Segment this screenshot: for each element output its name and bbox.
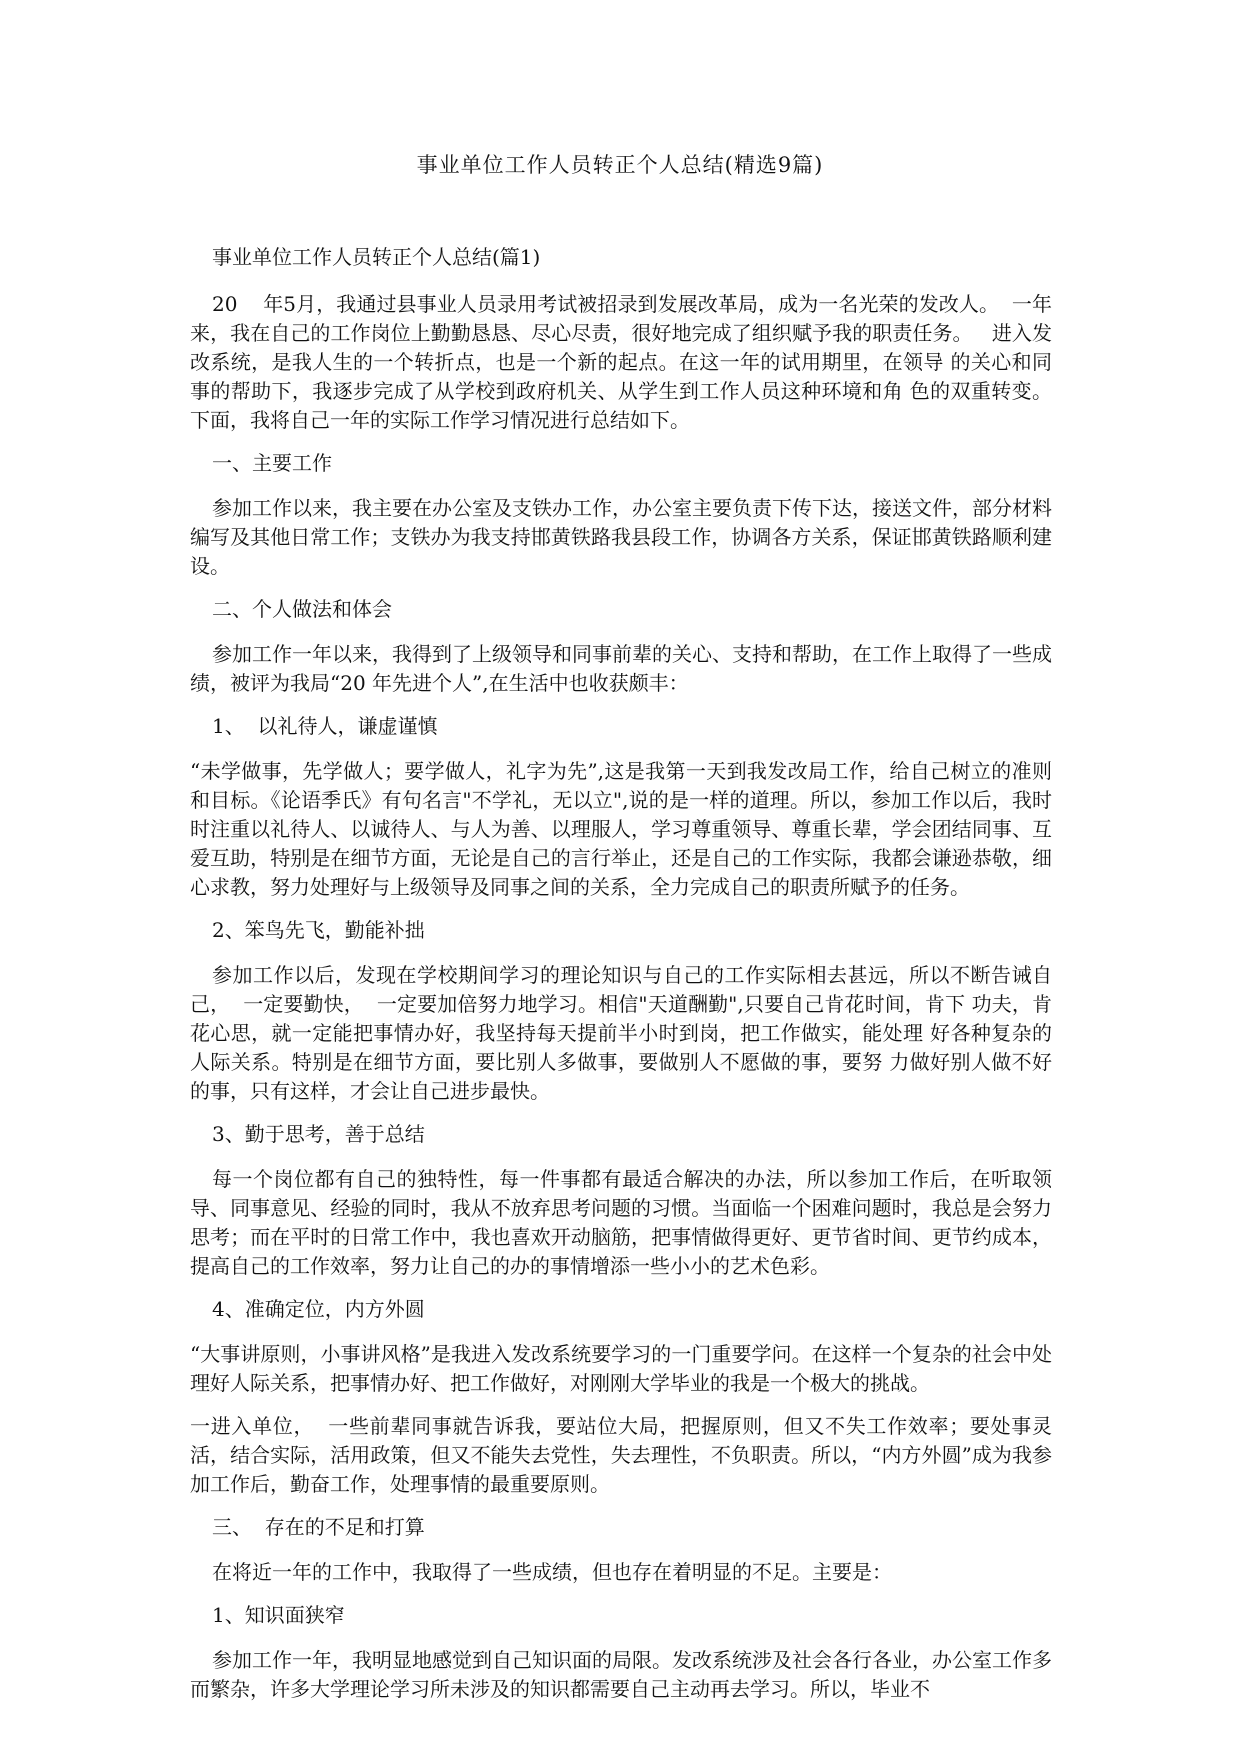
paragraph: 一进入单位， 一些前辈同事就告诉我，要站位大局，把握原则，但又不失工作效率；要处事灵活，结合实际，活用政策，但又不能失去党性，失去理性，不负职责。所以，“内方外圆”成为我参加工作后，勤奋工作，处理事情的最重要原则。 [190,1414,1052,1496]
document-title: 事业单位工作人员转正个人总结(精选9篇) [416,153,824,177]
section-heading: 2、笨鸟先飞，勤能补拙 [212,918,425,942]
section-heading: 二、个人做法和体会 [212,597,392,621]
paragraph: 20 年5月，我通过县事业人员录用考试被招录到发展改革局，成为一名光荣的发改人。 一年来，我在自己的工作岗位上勤勤恳恳、尽心尽责，很好地完成了组织赋予我的职责任务。 进入发改系统，是我人生的一个转折点，也是一个新的起点。在这一年的试用期里，在领导 的关心和同事的帮助下，我逐步完成了从学校到政府机关、从学生到工作人员这种环境和角 色的双重转变。下面，我将自己一年的实际工作学习情况进行总结如下。 [190,292,1052,432]
paragraph: “未学做事，先学做人；要学做人，礼字为先”,这是我第一天到我发改局工作，给自己树立的准则和目标。《论语季氏》有句名言"不学礼，无以立",说的是一样的道理。所以，参加工作以后，我时时注重以礼待人、以诚待人、与人为善、以理服人，学习尊重领导、尊重长辈，学会团结同事、互爱互助，特别是在细节方面，无论是自己的言行举止，还是自己的工作实际，我都会谦逊恭敬，细心求教，努力处理好与上级领导及同事之间的关系，全力完成自己的职责所赋予的任务。 [190,759,1052,899]
section-heading: 1、知识面狭窄 [212,1603,345,1627]
paragraph: 在将近一年的工作中，我取得了一些成绩，但也存在着明显的不足。主要是： [212,1560,892,1584]
paragraph: “大事讲原则，小事讲风格”是我进入发改系统要学习的一门重要学问。在这样一个复杂的社会中处理好人际关系，把事情办好、把工作做好，对刚刚大学毕业的我是一个极大的挑战。 [190,1342,1052,1395]
document-body [190,243,1052,1718]
paragraph: 参加工作一年，我明显地感觉到自己知识面的局限。发改系统涉及社会各行各业，办公室工作多而繁杂，许多大学理论学习所未涉及的知识都需要自己主动再去学习。所以，毕业不 [190,1648,1052,1701]
paragraph: 参加工作以后，发现在学校期间学习的理论知识与自己的工作实际相去甚远，所以不断告诫自己， 一定要勤快， 一定要加倍努力地学习。相信"天道酬勤",只要自己肯花时间，肯下 功夫，肯花心思，就一定能把事情办好，我坚持每天提前半小时到岗，把工作做实，能处理 好各种复杂的人际关系。特别是在细节方面，要比别人多做事，要做别人不愿做的事，要努 力做好别人做不好的事，只有这样，才会让自己进步最快。 [190,963,1052,1103]
section-heading: 三、 存在的不足和打算 [212,1515,425,1539]
section-heading: 1、 以礼待人，谦虚谨慎 [212,714,438,738]
section-title: 事业单位工作人员转正个人总结(篇1) [212,245,541,269]
section-heading: 3、勤于思考，善于总结 [212,1122,425,1146]
section-heading: 4、准确定位，内方外圆 [212,1297,425,1321]
section-heading: 一、主要工作 [212,451,332,475]
paragraph: 每一个岗位都有自己的独特性，每一件事都有最适合解决的办法，所以参加工作后，在听取领导、同事意见、经验的同时，我从不放弃思考问题的习惯。当面临一个困难问题时，我总是会努力思考；而在平时的日常工作中，我也喜欢开动脑筋，把事情做得更好、更节省时间、更节约成本，提高自己的工作效率，努力让自己的办的事情增添一些小小的艺术色彩。 [190,1167,1052,1278]
paragraph: 参加工作一年以来，我得到了上级领导和同事前辈的关心、支持和帮助，在工作上取得了一些成绩，被评为我局“20 年先进个人”,在生活中也收获颇丰： [190,642,1052,695]
paragraph: 参加工作以来，我主要在办公室及支铁办工作，办公室主要负责下传下达，接送文件，部分材料编写及其他日常工作；支铁办为我支持邯黄铁路我县段工作，协调各方关系，保证邯黄铁路顺利建设。 [190,496,1052,578]
